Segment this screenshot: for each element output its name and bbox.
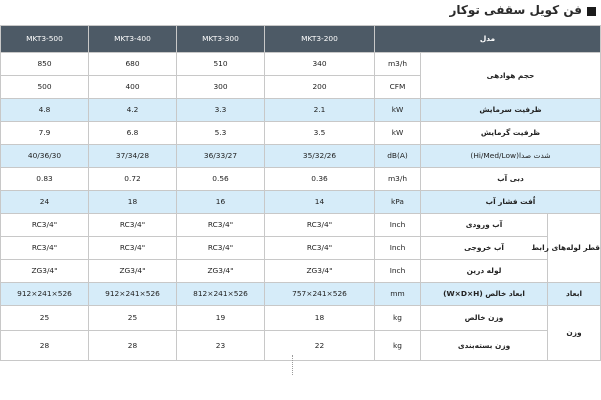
table-row xyxy=(1,283,601,306)
table-cell: RC3/4" xyxy=(177,214,265,237)
header-row xyxy=(1,26,601,53)
table-cell: 28 xyxy=(89,331,177,361)
unit-cell: Inch xyxy=(375,237,421,260)
table-cell: 2.1 xyxy=(265,99,375,122)
unit-cell: kW xyxy=(375,122,421,145)
table-row xyxy=(1,260,601,283)
table-cell: RC3/4" xyxy=(265,237,375,260)
table-cell: 300 xyxy=(177,76,265,99)
unit-cell: dB(A) xyxy=(375,145,421,168)
table-cell: 36/33/27 xyxy=(177,145,265,168)
table-cell: 22 xyxy=(265,331,375,361)
table-cell: 4.8 xyxy=(1,99,89,122)
spec-table xyxy=(0,25,601,361)
row-label: آب خروجی xyxy=(421,237,548,260)
unit-cell: m3/h xyxy=(375,53,421,76)
table-cell: 912×241×526 xyxy=(1,283,89,306)
table-row xyxy=(1,99,601,122)
unit-cell: kPa xyxy=(375,191,421,214)
table-cell: 14 xyxy=(265,191,375,214)
table-row xyxy=(1,122,601,145)
table-cell: 0.56 xyxy=(177,168,265,191)
table-row xyxy=(1,145,601,168)
row-label: آب ورودی xyxy=(421,214,548,237)
table-cell: RC3/4" xyxy=(89,237,177,260)
page-title: فن کویل سقفی توکار xyxy=(449,3,582,17)
unit-cell: CFM xyxy=(375,76,421,99)
table-cell: 0.83 xyxy=(1,168,89,191)
table-cell: 28 xyxy=(1,331,89,361)
unit-cell: mm xyxy=(375,283,421,306)
group-label: وزن xyxy=(548,306,601,361)
table-cell: 40/36/30 xyxy=(1,145,89,168)
table-row xyxy=(1,214,601,237)
table-row xyxy=(1,168,601,191)
table-cell: 0.36 xyxy=(265,168,375,191)
row-label: ظرفیت گرمایش xyxy=(421,122,601,145)
table-cell: 680 xyxy=(89,53,177,76)
table-cell: 19 xyxy=(177,306,265,331)
table-cell: 0.72 xyxy=(89,168,177,191)
table-cell: 6.8 xyxy=(89,122,177,145)
group-label: ابعاد xyxy=(548,283,601,306)
row-label: ابعاد خالص (W×D×H) xyxy=(421,283,548,306)
column-header: MKT3-200 xyxy=(265,26,375,53)
table-cell: ZG3/4" xyxy=(1,260,89,283)
table-cell: RC3/4" xyxy=(265,214,375,237)
table-cell: 912×241×526 xyxy=(89,283,177,306)
table-cell: 37/34/28 xyxy=(89,145,177,168)
row-label: لوله درین xyxy=(421,260,548,283)
table-cell: 200 xyxy=(265,76,375,99)
table-row xyxy=(1,331,601,361)
table-cell: RC3/4" xyxy=(177,237,265,260)
table-cell: RC3/4" xyxy=(1,237,89,260)
unit-cell: kg xyxy=(375,306,421,331)
table-cell: 18 xyxy=(89,191,177,214)
scan-artifact xyxy=(292,355,295,375)
table-cell: 3.3 xyxy=(177,99,265,122)
model-header: مدل xyxy=(375,26,601,53)
table-cell: 35/32/26 xyxy=(265,145,375,168)
row-label: وزن خالص xyxy=(421,306,548,331)
table-cell: RC3/4" xyxy=(89,214,177,237)
unit-cell: Inch xyxy=(375,214,421,237)
unit-cell: kg xyxy=(375,331,421,361)
table-row xyxy=(1,191,601,214)
column-header: MKT3-300 xyxy=(177,26,265,53)
table-cell: 850 xyxy=(1,53,89,76)
table-row xyxy=(1,306,601,331)
table-cell: 23 xyxy=(177,331,265,361)
row-label: اُفت فشار آب xyxy=(421,191,601,214)
table-cell: RC3/4" xyxy=(1,214,89,237)
table-cell: 3.5 xyxy=(265,122,375,145)
table-cell: 24 xyxy=(1,191,89,214)
group-label: قطر لوله‌های رابط xyxy=(548,214,601,283)
table-row xyxy=(1,237,601,260)
table-cell: ZG3/4" xyxy=(89,260,177,283)
table-cell: 812×241×526 xyxy=(177,283,265,306)
unit-cell: m3/h xyxy=(375,168,421,191)
table-cell: 25 xyxy=(1,306,89,331)
table-cell: 510 xyxy=(177,53,265,76)
column-header: MKT3-500 xyxy=(1,26,89,53)
row-label: حجم هوادهی xyxy=(421,53,601,99)
unit-cell: Inch xyxy=(375,260,421,283)
row-label: دبی آب xyxy=(421,168,601,191)
row-label: ظرفیت سرمایش xyxy=(421,99,601,122)
table-cell: ZG3/4" xyxy=(177,260,265,283)
table-cell: 18 xyxy=(265,306,375,331)
unit-cell: kW xyxy=(375,99,421,122)
column-header: MKT3-400 xyxy=(89,26,177,53)
table-cell: 4.2 xyxy=(89,99,177,122)
table-cell: 500 xyxy=(1,76,89,99)
table-row xyxy=(1,53,601,76)
table-cell: 25 xyxy=(89,306,177,331)
row-label: وزن بسته‌بندی xyxy=(421,331,548,361)
table-cell: 400 xyxy=(89,76,177,99)
square-bullet-icon xyxy=(587,7,596,16)
title-bar xyxy=(0,0,600,24)
table-cell: 5.3 xyxy=(177,122,265,145)
table-cell: 16 xyxy=(177,191,265,214)
table-cell: 7.9 xyxy=(1,122,89,145)
table-cell: 757×241×526 xyxy=(265,283,375,306)
spec-sheet xyxy=(0,25,600,400)
row-label: شدت صدا(Hi/Med/Low) xyxy=(421,145,601,168)
table-cell: 340 xyxy=(265,53,375,76)
table-cell: ZG3/4" xyxy=(265,260,375,283)
